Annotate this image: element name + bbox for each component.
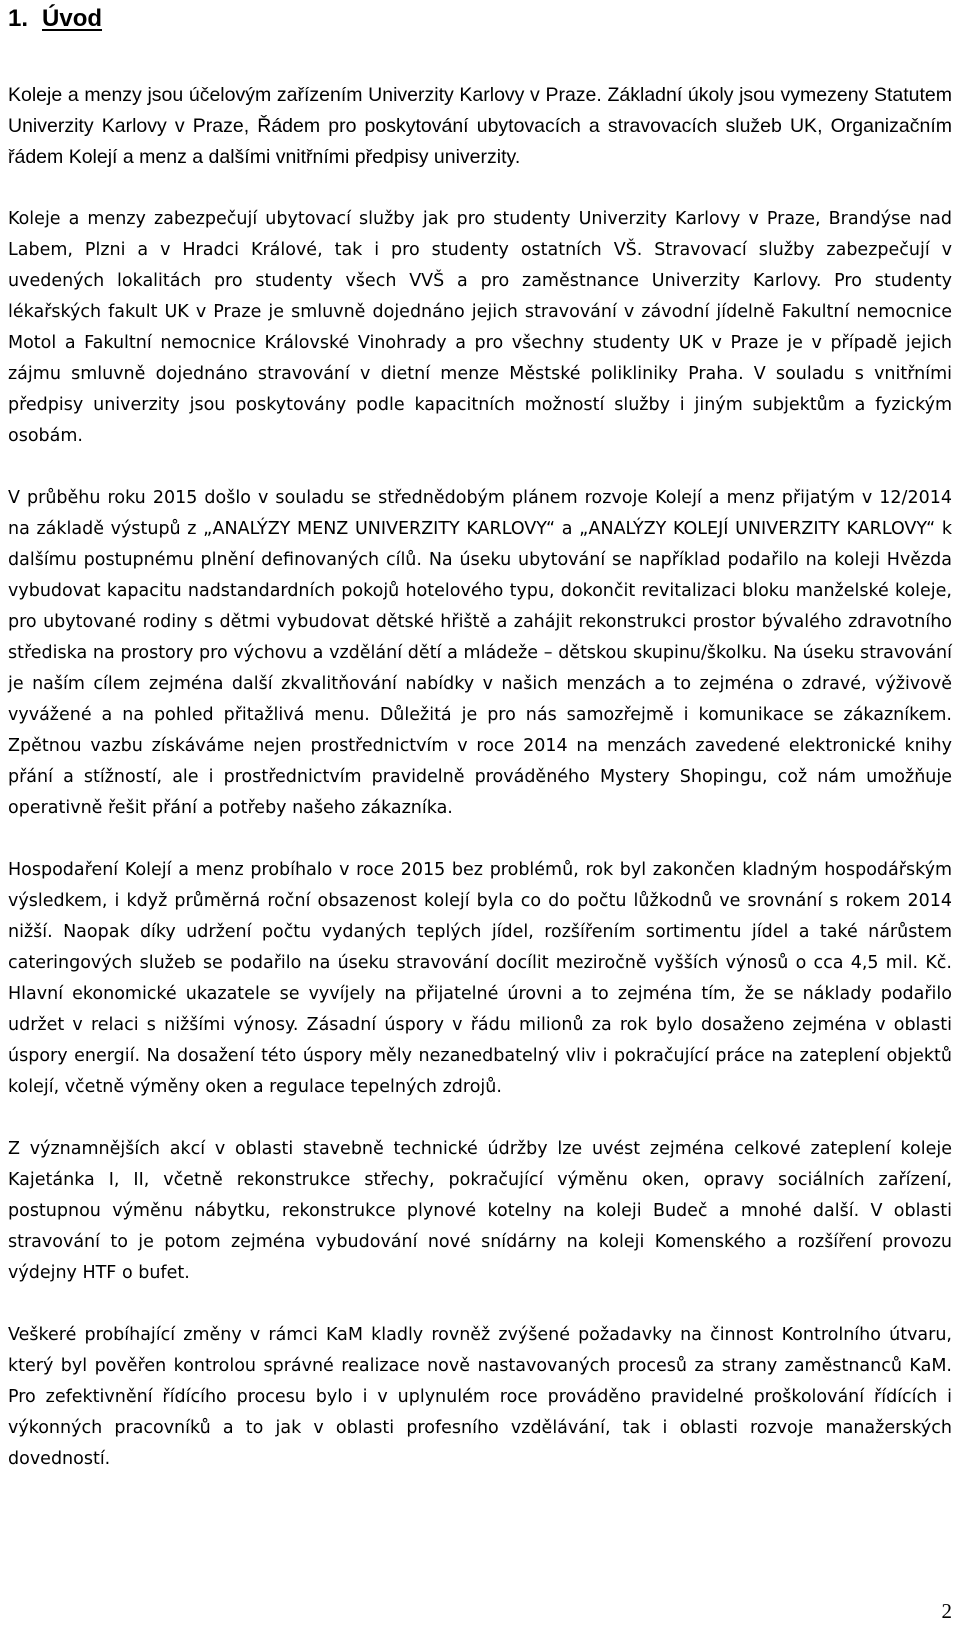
paragraph-economy: Hospodaření Kolejí a menz probíhalo v roce 2015 bez problémů, rok byl zakončen kladným hospodářským výsledkem, i když průměrná roční obsazenost kolejí byla co do počtu lůžkodnů ve srovnání s rokem 2014 nižší. Naopak díky udržení počtu vydaných teplých jídel, rozšířením sortimentu jídel a také nárůstem cateringových služeb se podařilo na úseku stravování docílit meziročně vyšších výnosů o cca 4,5 mil. Kč. Hlavní ekonomické ukazatele se vyvíjely na přijatelné úrovni a to zejména tím, že se náklady podařilo udržet v relaci s nižšími výnosy. Zásadní úspory v řádu milionů za rok bylo dosaženo zejména v oblasti úspory energií. Na dosažení této úspory měly nezanedbatelný vliv i pokračující práce na zateplení objektů kolejí, včetně výměny oken a regulace tepelných zdrojů. xyxy=(8,860,952,1097)
paragraph-intro: Koleje a menzy jsou účelovým zařízením Univerzity Karlovy v Praze. Základní úkoly jsou vymezeny Statutem Univerzity Karlovy v Praze, Řádem pro poskytování ubytovacích a stravovacích služeb UK, Organizačním řádem Kolejí a menz a dalšími vnitřními předpisy univerzity. xyxy=(8,84,952,168)
paragraph-control: Veškeré probíhající změny v rámci KaM kladly rovněž zvýšené požadavky na činnost Kontrolního útvaru, který byl pověřen kontrolou správné realizace nově nastavovaných procesů za strany zaměstnanců KaM. Pro zefektivnění řídícího procesu bylo i v uplynulém roce prováděno pravidelné proškolování řídících i výkonných pracovníků a to jak v oblasti profesního vzdělávání, tak i oblasti rozvoje manažerských dovedností. xyxy=(8,1325,952,1469)
paragraph-development-2015: V průběhu roku 2015 došlo v souladu se střednědobým plánem rozvoje Kolejí a menz přijatým v 12/2014 na základě výstupů z „ANALÝZY MENZ UNIVERZITY KARLOVY“ a „ANALÝZY KOLEJÍ UNIVERZITY KARLOVY“ k dalšímu postupnému plnění definovaných cílů. Na úseku ubytování se například podařilo na koleji Hvězda vybudovat kapacitu nadstandardních pokojů hotelového typu, dokončit revitalizaci bloku manželské koleje, pro ubytované rodiny s dětmi vybudovat dětské hřiště a zahájit rekonstrukci prostor bývalého zdravotního střediska na prostory pro výchovu a vzdělání dětí a mládeže – dětskou skupinu/školku. Na úseku stravování je naším cílem zejména další zkvalitňování nabídky v našich menzách a to zejména o zdravé, výživově vyvážené a na pohled přitažlivá menu. Důležitá je pro nás samozřejmě i komunikace se zákazníkem. Zpětnou vazbu získáváme nejen prostřednictvím v roce 2014 na menzách zavedené elektronické knihy přání a stížností, ale i prostřednictvím pravidelně prováděného Mystery Shopingu, což nám umožňuje operativně řešit přání a potřeby našeho zákazníka. xyxy=(8,488,952,818)
section-number: 1. xyxy=(8,5,29,32)
section-title: Úvod xyxy=(42,5,103,32)
paragraph-services: Koleje a menzy zabezpečují ubytovací služby jak pro studenty Univerzity Karlovy v Praze, Brandýse nad Labem, Plzni a v Hradci Králové, tak i pro studenty ostatních VŠ. Stravovací služby zabezpečují v uvedených lokalitách pro studenty všech VVŠ a pro zaměstnance Univerzity Karlovy. Pro studenty lékařských fakult UK v Praze je smluvně dojednáno jejich stravování v závodní jídelně Fakultní nemocnice Motol a Fakultní nemocnice Královské Vinohrady a pro všechny studenty UK v Praze je v případě jejich zájmu smluvně dojednáno stravování v dietní menze Městské polikliniky Praha. V souladu s vnitřními předpisy univerzity jsou poskytovány podle kapacitních možností služby i jiným subjektům a fyzickým osobám. xyxy=(8,209,952,446)
paragraph-maintenance: Z významnějších akcí v oblasti stavebně technické údržby lze uvést zejména celkové zateplení koleje Kajetánka I, II, včetně rekonstrukce střechy, pokračující výměnu oken, opravy sociálních zařízení, postupnou výměnu nábytku, rekonstrukce plynové kotelny na koleji Budeč a mnohé další. V oblasti stravování to je potom zejména vybudování nové snídárny na koleji Komenského a rozšíření provozu výdejny HTF o bufet. xyxy=(8,1139,952,1283)
section-heading xyxy=(8,3,952,35)
document-page xyxy=(8,0,952,1475)
page-number: 2 xyxy=(941,1599,952,1623)
